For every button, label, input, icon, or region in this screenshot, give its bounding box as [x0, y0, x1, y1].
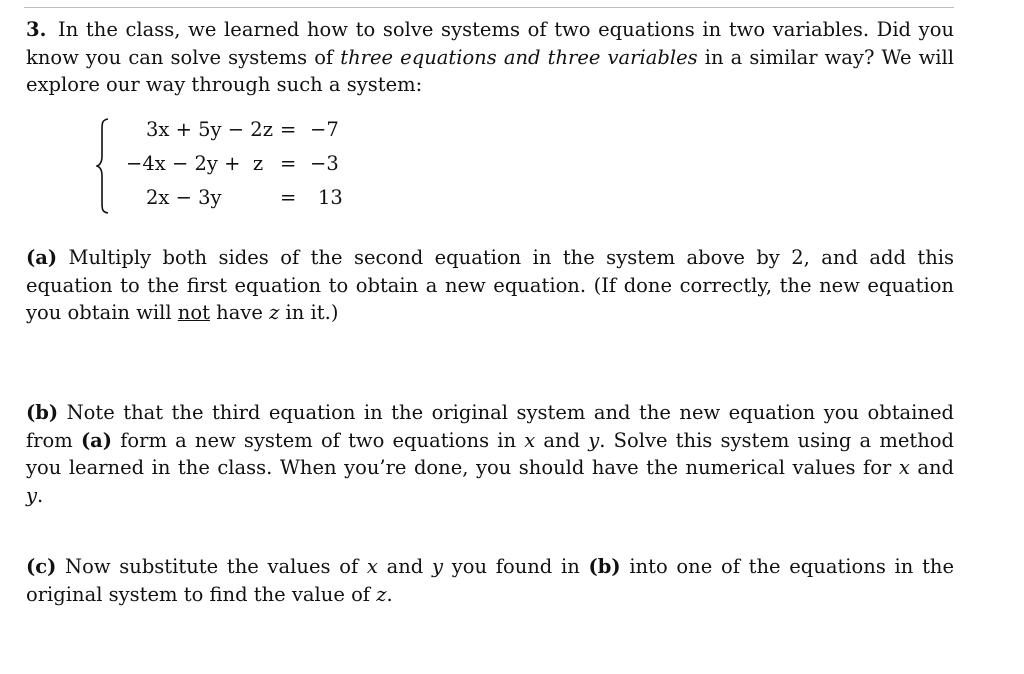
part-b	[26, 399, 954, 509]
problem-number: 3.	[26, 18, 47, 41]
part-a-text-1: Multiply both sides of the second equation in the system above by 2, and add this equation to the first equation to obtain a new equation. (If done correctly, the new equation you obtain will	[26, 246, 954, 324]
equation-2-lhs: −4x − 2y + z	[126, 152, 264, 175]
part-c-var-y: y	[431, 555, 443, 578]
part-b-label: (b)	[26, 401, 59, 424]
equation-system	[96, 114, 396, 218]
equation-3-rhs: 13	[318, 186, 343, 209]
part-c-label: (c)	[26, 555, 57, 578]
part-b-text-2: form a new system of two equations in	[112, 428, 525, 452]
equation-3-lhs: 2x − 3y	[146, 186, 222, 209]
part-b-var-y: y	[588, 428, 600, 452]
equation-1-rhs: −7	[310, 118, 339, 141]
part-b-text-3: and	[535, 428, 589, 452]
equation-2-sign: =	[280, 152, 297, 175]
part-b-var-y-2: y	[26, 483, 38, 507]
part-b-text-4: . Solve this system using a method you learned in the class. When you’re done, you should have the numerical values for	[26, 428, 954, 479]
part-b-text-1: Note that the third equation in the original system and the new equation you obtained from	[26, 401, 955, 452]
top-rule	[24, 7, 954, 8]
part-a-text-3: in it.)	[279, 301, 339, 324]
part-c	[26, 553, 954, 608]
part-c-text-1: Now substitute the values of	[65, 555, 367, 578]
part-b-text-6: .	[37, 483, 44, 507]
part-a-var-z: z	[269, 301, 280, 324]
equation-3-sign: =	[280, 186, 297, 209]
part-a-underlined: not	[177, 301, 210, 324]
part-a	[26, 244, 954, 327]
intro-text-1: In the class, we learned how to solve systems of two equations in two variables. Did you know you can solve systems of	[26, 18, 954, 69]
equation-1-lhs: 3x + 5y − 2z	[146, 118, 273, 141]
part-a-label: (a)	[26, 246, 58, 269]
part-c-var-z: z	[376, 582, 387, 606]
part-c-ref: (b)	[588, 555, 621, 578]
intro-text-2: in a similar way? We will explore our way through such a system:	[26, 45, 955, 96]
problem-intro	[26, 16, 954, 99]
part-c-text-3: you found in	[443, 555, 589, 578]
equation-2-rhs: −3	[310, 152, 339, 175]
part-a-text-2: have	[209, 301, 270, 324]
part-b-var-x-2: x	[898, 456, 910, 479]
part-b-ref: (a)	[80, 428, 113, 452]
part-c-text-5: .	[386, 582, 393, 606]
intro-emphasis: three equations and three variables	[340, 45, 698, 69]
part-c-text-2: and	[377, 555, 432, 578]
part-c-var-x: x	[366, 555, 378, 578]
left-brace-icon	[96, 118, 110, 214]
part-c-text-4: into one of the equations in the original system to find the value of	[26, 555, 954, 606]
part-b-text-5: and	[909, 456, 954, 479]
part-b-var-x: x	[524, 428, 536, 452]
equation-1-sign: =	[280, 118, 297, 141]
